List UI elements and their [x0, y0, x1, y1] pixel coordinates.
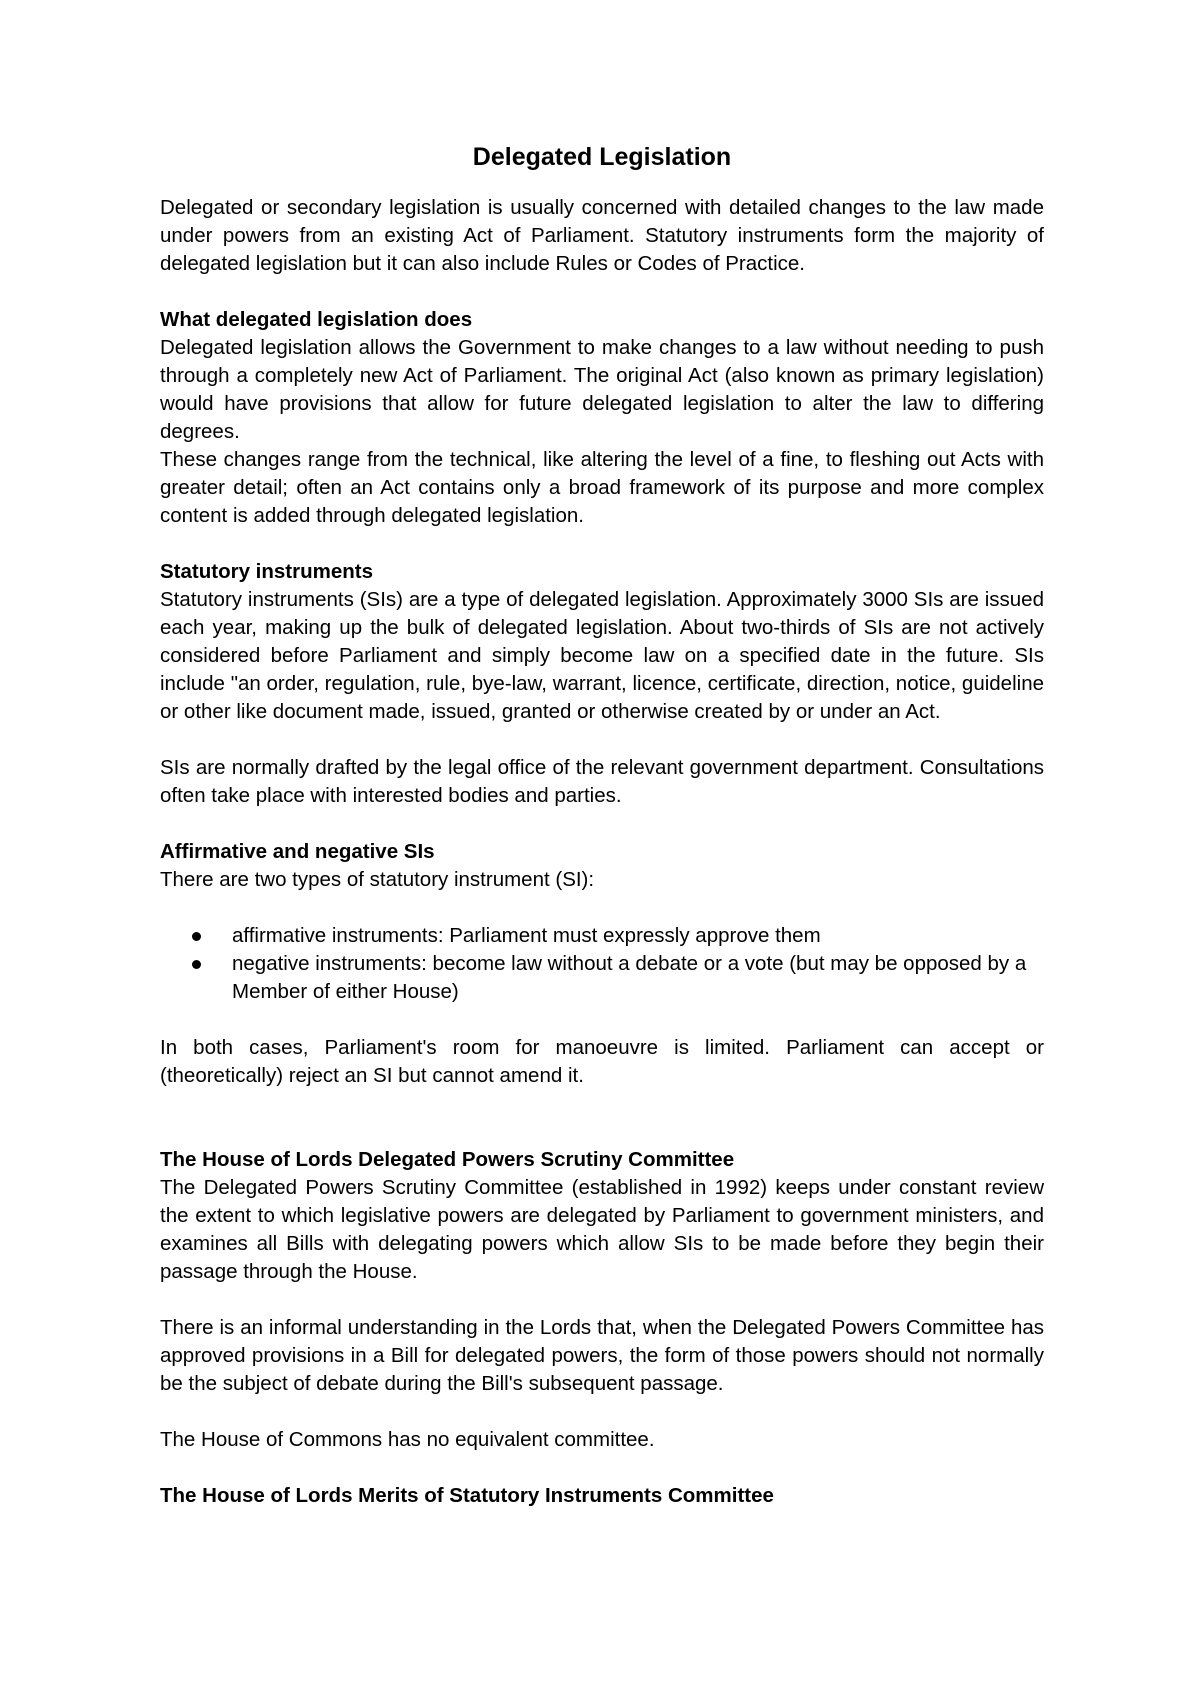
spacer — [160, 810, 1044, 838]
paragraph: Delegated legislation allows the Government to make changes to a law without needing to push through a completely new Act of Parliament. The original Act (also known as primary legislation) would have provisions that allow for future delegated legislation to alter the law to differing degrees. — [160, 336, 1044, 443]
spacer — [160, 1006, 1044, 1034]
paragraph: There is an informal understanding in the Lords that, when the Delegated Powers Committee has approved provisions in a Bill for delegated powers, the form of those powers should not normally be the subject of debate during the Bill's subsequent passage. — [160, 1316, 1044, 1395]
paragraph: There are two types of statutory instrument (SI): — [160, 868, 595, 891]
section-heading-merits-committee: The House of Lords Merits of Statutory Instruments Committee — [160, 1484, 774, 1507]
list-item-text: affirmative instruments: Parliament must expressly approve them — [232, 924, 821, 947]
spacer — [160, 530, 1044, 558]
list-item — [232, 950, 1044, 1006]
section-heading-affirmative-negative: Affirmative and negative SIs — [160, 840, 435, 863]
paragraph: The Delegated Powers Scrutiny Committee (established in 1992) keeps under constant review the extent to which legislative powers are delegated by Parliament to government ministers, and examines all Bills with delegating powers which allow SIs to be made before they begin their passage through the House. — [160, 1176, 1044, 1283]
paragraph: In both cases, Parliament's room for manoeuvre is limited. Parliament can accept or (theoretically) reject an SI but cannot amend it. — [160, 1036, 1044, 1087]
section-heading-statutory-instruments: Statutory instruments — [160, 560, 373, 583]
bullet-icon — [192, 932, 201, 941]
paragraph: The House of Commons has no equivalent committee. — [160, 1428, 655, 1451]
spacer — [160, 1398, 1044, 1426]
spacer — [160, 1090, 1044, 1146]
spacer — [160, 278, 1044, 306]
intro-paragraph: Delegated or secondary legislation is usually concerned with detailed changes to the law made under powers from an existing Act of Parliament. Statutory instruments form the majority of delegated legislation but it can also include Rules or Codes of Practice. — [160, 196, 1044, 275]
document-title: Delegated Legislation — [472, 143, 732, 171]
paragraph: SIs are normally drafted by the legal office of the relevant government department. Consultations often take place with interested bodies and parties. — [160, 756, 1044, 807]
spacer — [160, 726, 1044, 754]
list-item-text: negative instruments: become law without a debate or a vote (but may be opposed by a Member of either House) — [232, 952, 1027, 1003]
bullet-icon — [192, 960, 201, 969]
spacer — [160, 894, 1044, 922]
bullet-list — [160, 922, 1044, 1006]
list-item — [232, 922, 1044, 950]
document-page — [160, 140, 1044, 1510]
paragraph: Statutory instruments (SIs) are a type of delegated legislation. Approximately 3000 SIs are issued each year, making up the bulk of delegated legislation. About two-thirds of SIs are not actively considered before Parliament and simply become law on a specified date in the future. SIs include "an order, regulation, rule, bye-law, warrant, licence, certificate, direction, notice, guideline or other like document made, issued, granted or otherwise created by or under an Act. — [160, 588, 1044, 723]
section-heading-what-it-does: What delegated legislation does — [160, 308, 473, 331]
paragraph: These changes range from the technical, like altering the level of a fine, to fleshing out Acts with greater detail; often an Act contains only a broad framework of its purpose and more complex content is added through delegated legislation. — [160, 448, 1044, 527]
spacer — [160, 1454, 1044, 1482]
section-heading-delegated-powers-committee: The House of Lords Delegated Powers Scrutiny Committee — [160, 1148, 735, 1171]
spacer — [160, 1286, 1044, 1314]
